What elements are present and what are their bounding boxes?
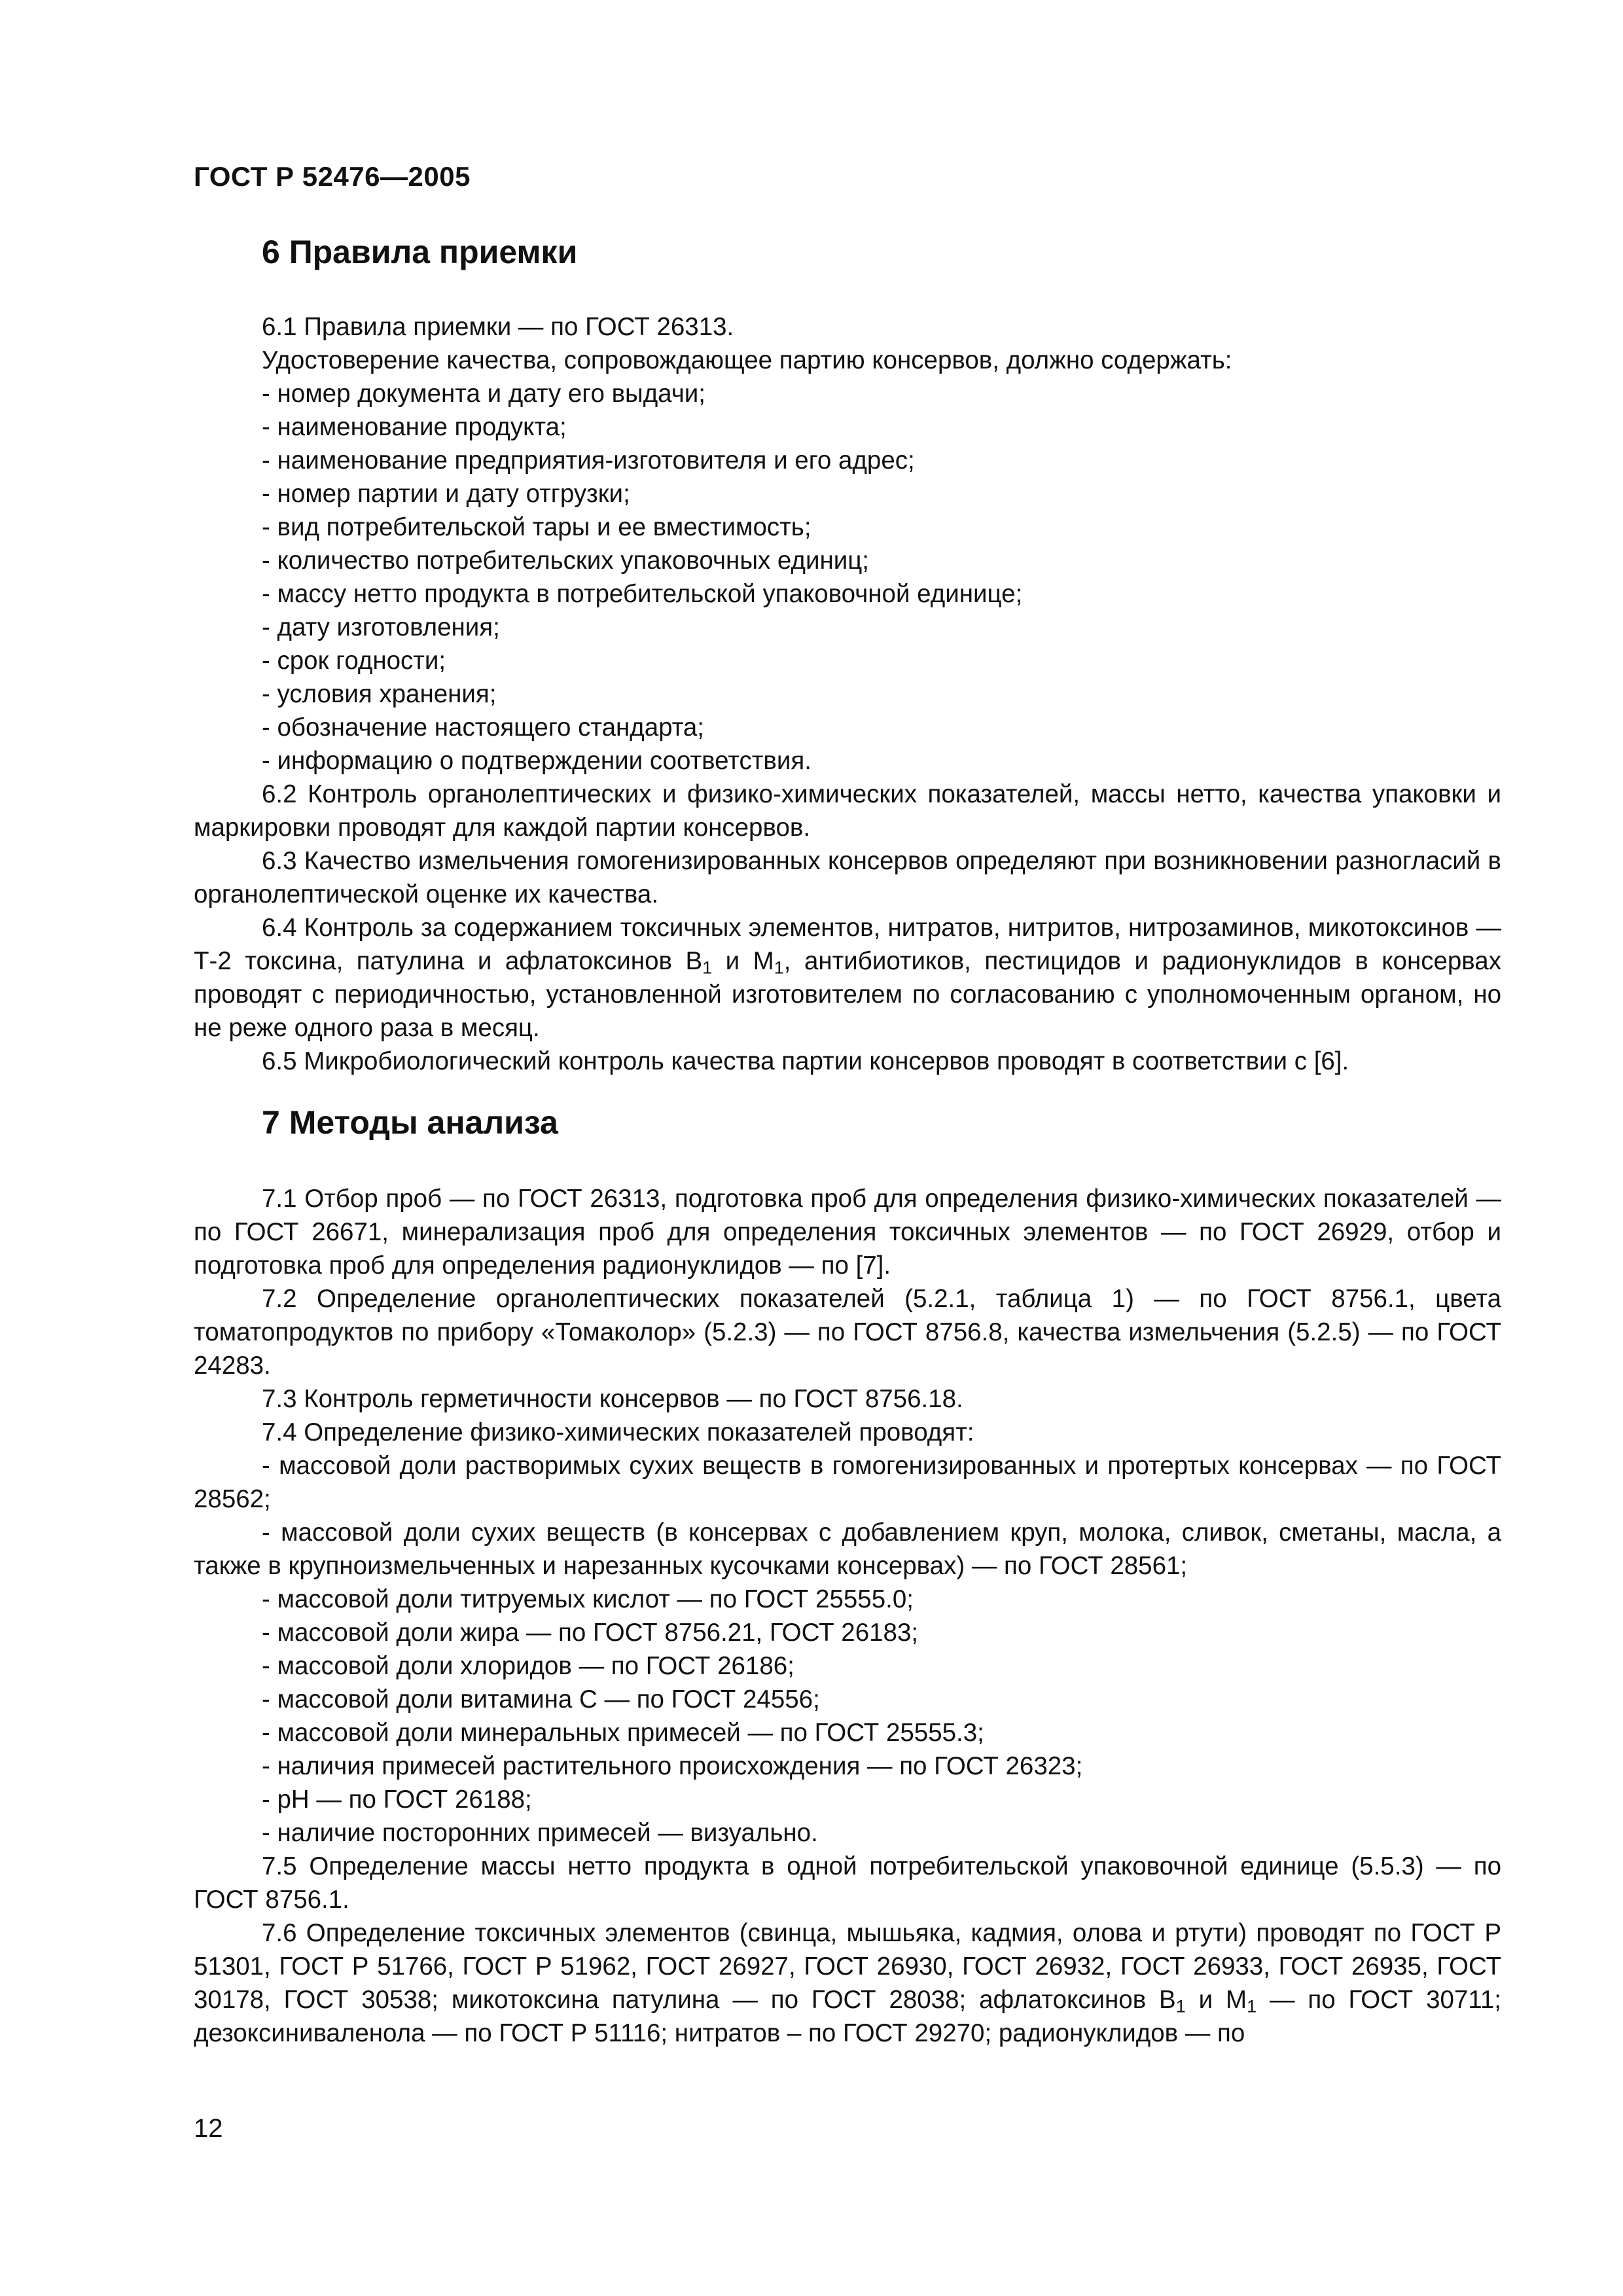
- list-item: - вид потребительской тары и ее вместимость;: [262, 513, 812, 541]
- paragraph-6-5: 6.5 Микробиологический контроль качества партии консервов проводят в соответствии с [6].: [262, 1047, 1349, 1075]
- paragraph-6-2: 6.2 Контроль органолептических и физико-химических показателей, массы нетто, качества упаковки и маркировки проводят для каждой партии консервов.: [194, 780, 1501, 842]
- paragraph-7-1: 7.1 Отбор проб — по ГОСТ 26313, подготовка проб для определения физико-химических показателей — по ГОСТ 26671, минерализация проб для определения токсичных элементов — по ГОСТ 26929, отбор и подготовка проб для определения радионуклидов — по [7].: [194, 1185, 1501, 1280]
- paragraph-7-4-a: - массовой доли растворимых сухих веществ в гомогенизированных и протертых консервах — по ГОСТ 28562;: [194, 1452, 1501, 1513]
- list-item: - наличие посторонних примесей — визуально.: [262, 1819, 818, 1847]
- list-item: - массовой доли хлоридов — по ГОСТ 26186;: [262, 1652, 794, 1680]
- paragraph-7-2: 7.2 Определение органолептических показателей (5.2.1, таблица 1) — по ГОСТ 8756.1, цвета томатопродуктов по прибору «Томаколор» (5.2.3) — по ГОСТ 8756.8, качества измельчения (5.2.5) — по ГОСТ 24283.: [194, 1285, 1501, 1380]
- paragraph-6-4: 6.4 Контроль за содержанием токсичных элементов, нитратов, нитритов, нитрозаминов, микотоксинов — Т-2 токсина, патулина и афлатоксинов $В_1$ и $М_1$, антибиотиков, пестицидов и радионуклидов в консервах проводят с периодичностью, установленной изготовителем по согласованию с уполномоченным органом, но не реже одного раза в месяц.: [194, 914, 1501, 1042]
- paragraph-7-4-intro: 7.4 Определение физико-химических показателей проводят:: [262, 1418, 974, 1446]
- page-number: 12: [194, 2114, 223, 2143]
- list-item: - количество потребительских упаковочных единиц;: [262, 547, 869, 575]
- standard-code-header: ГОСТ Р 52476—2005: [194, 161, 471, 192]
- section-7-title: 7 Методы анализа: [262, 1104, 558, 1141]
- section-6-title: 6 Правила приемки: [262, 234, 578, 270]
- list-item: - массовой доли витамина С — по ГОСТ 24556;: [262, 1685, 820, 1713]
- list-item: - массовой доли титруемых кислот — по ГОСТ 25555.0;: [262, 1585, 914, 1613]
- paragraph-7-6: 7.6 Определение токсичных элементов (свинца, мышьяка, кадмия, олова и ртути) проводят по ГОСТ Р 51301, ГОСТ Р 51766, ГОСТ Р 51962, ГОСТ 26927, ГОСТ 26930, ГОСТ 26932, ГОСТ 26933, ГОСТ 26935, ГОСТ 30178, ГОСТ 30538; микотоксина патулина — по ГОСТ 28038; афлатоксинов $В_1$ и $М_1$ — по ГОСТ 30711; дезоксиниваленола — по ГОСТ Р 51116; нитратов – по ГОСТ 29270; радионуклидов — по: [194, 1919, 1501, 2047]
- paragraph-6-1: 6.1 Правила приемки — по ГОСТ 26313.: [262, 313, 734, 341]
- paragraph-6-3: 6.3 Качество измельчения гомогенизированных консервов определяют при возникновении разногласий в органолептической оценке их качества.: [194, 847, 1501, 908]
- list-item: - рН — по ГОСТ 26188;: [262, 1785, 532, 1814]
- list-item: - срок годности;: [262, 647, 446, 675]
- list-item: - условия хранения;: [262, 680, 497, 708]
- list-item: - наличия примесей растительного происхождения — по ГОСТ 26323;: [262, 1752, 1083, 1780]
- paragraph-7-5: 7.5 Определение массы нетто продукта в одной потребительской упаковочной единице (5.5.3) — по ГОСТ 8756.1.: [194, 1852, 1501, 1914]
- list-item: - массовой доли жира — по ГОСТ 8756.21, ГОСТ 26183;: [262, 1619, 919, 1647]
- list-item: - информацию о подтверждении соответствия.: [262, 747, 812, 775]
- list-item: - обозначение настоящего стандарта;: [262, 713, 705, 742]
- list-item: - массу нетто продукта в потребительской упаковочной единице;: [262, 580, 1023, 608]
- certificate-intro: Удостоверение качества, сопровождающее партию консервов, должно содержать:: [262, 346, 1232, 374]
- section-6-body: [194, 310, 1501, 1078]
- list-item: - массовой доли минеральных примесей — по ГОСТ 25555.3;: [262, 1719, 984, 1747]
- paragraph-7-3: 7.3 Контроль герметичности консервов — по ГОСТ 8756.18.: [262, 1385, 963, 1413]
- section-7-body: [194, 1182, 1501, 2050]
- list-item: - номер партии и дату отгрузки;: [262, 480, 630, 508]
- list-item: - наименование предприятия-изготовителя и его адрес;: [262, 446, 915, 475]
- list-item: - наименование продукта;: [262, 413, 567, 441]
- list-item: - номер документа и дату его выдачи;: [262, 380, 705, 408]
- list-item: - дату изготовления;: [262, 613, 500, 641]
- paragraph-7-4-b: - массовой доли сухих веществ (в консервах с добавлением круп, молока, сливок, сметаны, масла, а также в крупноизмельченных и нарезанных кусочками консервах) — по ГОСТ 28561;: [194, 1518, 1501, 1580]
